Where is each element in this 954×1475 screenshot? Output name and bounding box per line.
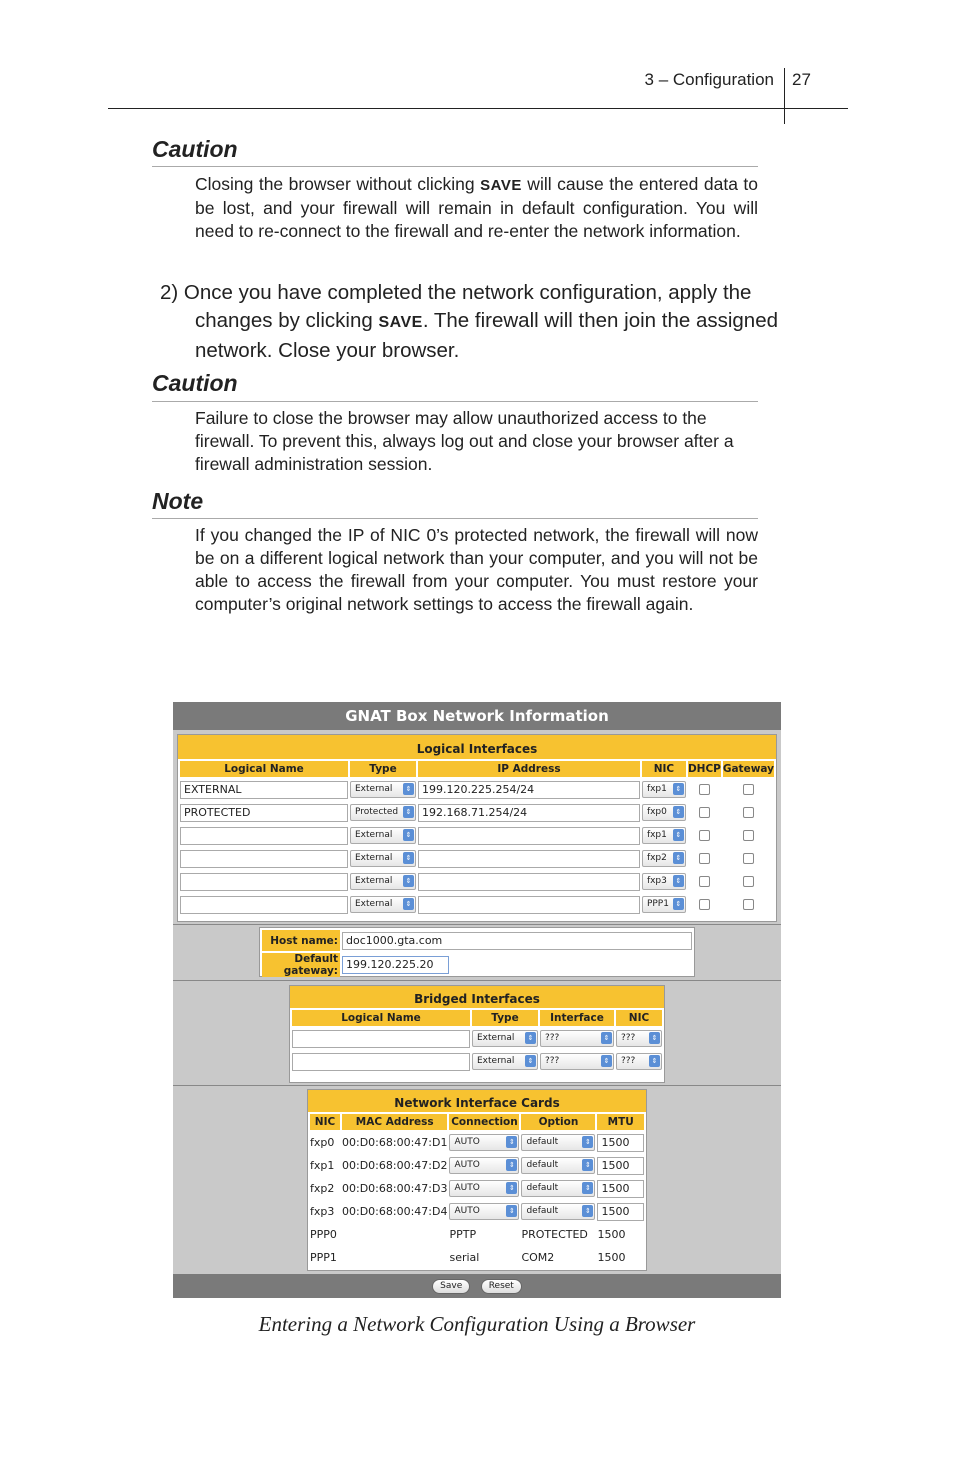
mtu-input[interactable]: 1500	[597, 1203, 644, 1221]
bridge-interface-select[interactable]: ??? ⇕	[540, 1053, 614, 1070]
select-arrow-icon: ⇕	[601, 1032, 612, 1044]
table-row	[180, 802, 774, 823]
table-row	[310, 1178, 644, 1199]
select-arrow-icon: ⇕	[506, 1159, 517, 1171]
screenshot-title: GNAT Box Network Information	[173, 702, 781, 730]
col-logical-name: Logical Name	[180, 761, 348, 777]
select-arrow-icon: ⇕	[506, 1136, 517, 1148]
col-mac: MAC Address	[342, 1114, 447, 1130]
col-type: Type	[350, 761, 416, 777]
dhcp-checkbox[interactable]	[699, 830, 710, 841]
note-text: If you changed the IP of NIC 0’s protected network, the firewall will now be on a different logical network than your computer, and you will not be able to access the firewall from your computer. You must restore your computer’s original network settings to access the firewall again.	[195, 525, 758, 614]
type-select[interactable]: Protected ⇕	[350, 804, 416, 821]
step2-before: changes by clicking	[195, 309, 379, 332]
option-value: COM2	[521, 1251, 555, 1264]
page-number: 27	[792, 70, 811, 89]
ip-input[interactable]: 199.120.225.254/24	[418, 781, 640, 799]
bridge-interface-select[interactable]: ??? ⇕	[540, 1030, 614, 1047]
nic-table	[308, 1112, 646, 1270]
step2-cont	[160, 307, 830, 365]
step-2	[160, 279, 830, 365]
logical-name-input[interactable]	[180, 850, 348, 868]
select-arrow-icon: ⇕	[582, 1182, 593, 1194]
select-arrow-icon: ⇕	[525, 1032, 536, 1044]
caution1-before: Closing the browser without clicking	[195, 174, 481, 194]
dhcp-checkbox[interactable]	[699, 807, 710, 818]
logical-interfaces-caption: Logical Interfaces	[178, 735, 776, 759]
option-select[interactable]: default ⇕	[521, 1203, 595, 1220]
table-row	[310, 1201, 644, 1222]
nic-select[interactable]: fxp0 ⇕	[642, 804, 686, 821]
bridge-name-input[interactable]	[292, 1053, 470, 1071]
select-arrow-icon: ⇕	[601, 1055, 612, 1067]
select-arrow-icon: ⇕	[582, 1205, 593, 1217]
type-select[interactable]: External ⇕	[350, 896, 416, 913]
connection-value: serial	[449, 1251, 480, 1264]
logical-name-input[interactable]: EXTERNAL	[180, 781, 348, 799]
bridge-nic-select[interactable]: ??? ⇕	[616, 1030, 662, 1047]
col-type: Type	[472, 1010, 538, 1026]
note-heading: Note	[152, 488, 204, 514]
nic-name: PPP1	[310, 1251, 337, 1264]
logical-name-input[interactable]	[180, 827, 348, 845]
table-row	[310, 1155, 644, 1176]
select-arrow-icon: ⇕	[673, 898, 684, 910]
caution-heading-1: Caution	[152, 136, 238, 162]
nic-select[interactable]: fxp2 ⇕	[642, 850, 686, 867]
select-arrow-icon: ⇕	[525, 1055, 536, 1067]
select-arrow-icon: ⇕	[403, 783, 414, 795]
host-panel	[259, 927, 695, 977]
gateway-checkbox[interactable]	[743, 784, 754, 795]
type-select[interactable]: External ⇕	[350, 781, 416, 798]
select-arrow-icon: ⇕	[582, 1136, 593, 1148]
mac-address: 00:D0:68:00:47:D2	[342, 1159, 448, 1172]
select-arrow-icon: ⇕	[403, 829, 414, 841]
table-row	[180, 871, 774, 892]
col-connection: Connection	[451, 1116, 518, 1128]
save-button[interactable]: Save	[432, 1279, 470, 1294]
step2-line1: 2) Once you have completed the network configuration, apply the	[160, 281, 752, 304]
col-ip: IP Address	[418, 761, 640, 777]
select-arrow-icon: ⇕	[673, 852, 684, 864]
host-name-label: Host name:	[262, 930, 340, 951]
select-arrow-icon: ⇕	[649, 1055, 660, 1067]
bridge-type-select[interactable]: External ⇕	[472, 1030, 538, 1047]
nic-select[interactable]: fxp1 ⇕	[642, 781, 686, 798]
ip-input[interactable]	[418, 873, 640, 891]
bridge-name-input[interactable]	[292, 1030, 470, 1048]
type-select[interactable]: External ⇕	[350, 873, 416, 890]
nic-panel	[307, 1089, 647, 1271]
select-arrow-icon: ⇕	[649, 1032, 660, 1044]
logical-name-input[interactable]	[180, 873, 348, 891]
header-rule	[108, 108, 848, 109]
ip-input[interactable]: 192.168.71.254/24	[418, 804, 640, 822]
logical-name-input[interactable]: PROTECTED	[180, 804, 348, 822]
bridged-interfaces-caption: Bridged Interfaces	[290, 986, 664, 1008]
mac-address	[342, 1247, 447, 1268]
caution-text-1	[195, 173, 758, 243]
default-gateway-label: Default gateway:	[262, 953, 340, 977]
option-value: PROTECTED	[521, 1228, 588, 1241]
logical-name-input[interactable]	[180, 896, 348, 914]
select-arrow-icon: ⇕	[673, 875, 684, 887]
bridge-type-select[interactable]: External ⇕	[472, 1053, 538, 1070]
connection-select[interactable]: AUTO ⇕	[449, 1157, 519, 1174]
dhcp-checkbox[interactable]	[699, 853, 710, 864]
select-arrow-icon: ⇕	[403, 898, 414, 910]
nic-name: fxp2	[310, 1182, 335, 1195]
gateway-checkbox[interactable]	[743, 899, 754, 910]
nic-name: fxp3	[310, 1205, 335, 1218]
mac-address: 00:D0:68:00:47:D4	[342, 1205, 448, 1218]
dhcp-checkbox[interactable]	[699, 784, 710, 795]
mtu-input[interactable]: 1500	[597, 1180, 644, 1198]
col-option: Option	[521, 1114, 595, 1130]
connection-select[interactable]: AUTO ⇕	[449, 1203, 519, 1220]
nic-select[interactable]: fxp3 ⇕	[642, 873, 686, 890]
col-nic: NIC	[642, 761, 686, 777]
nic-name: PPP0	[310, 1228, 337, 1241]
caution-rule-2	[152, 401, 758, 402]
mtu-value: 1500	[597, 1251, 626, 1264]
section-divider	[173, 1085, 781, 1086]
mtu-input[interactable]: 1500	[597, 1157, 644, 1175]
gateway-checkbox[interactable]	[743, 853, 754, 864]
select-arrow-icon: ⇕	[673, 806, 684, 818]
table-row	[292, 1028, 662, 1049]
table-row	[292, 1051, 662, 1072]
nic-select[interactable]: PPP1 ⇕	[642, 896, 686, 913]
table-row	[180, 779, 774, 800]
gateway-checkbox[interactable]	[743, 830, 754, 841]
option-select[interactable]: default ⇕	[521, 1134, 595, 1151]
default-gateway-input[interactable]: 199.120.225.20	[342, 956, 449, 974]
table-row	[180, 894, 774, 915]
select-arrow-icon: ⇕	[403, 875, 414, 887]
mtu-value: 1500	[597, 1228, 626, 1241]
nic-name: fxp0	[310, 1136, 335, 1149]
select-arrow-icon: ⇕	[673, 829, 684, 841]
header-divider	[784, 68, 785, 124]
select-arrow-icon: ⇕	[403, 806, 414, 818]
button-bar	[173, 1274, 781, 1298]
running-header-section: 3 – Configuration	[644, 70, 774, 89]
connection-value: PPTP	[449, 1228, 477, 1241]
reset-button[interactable]: Reset	[481, 1279, 522, 1294]
col-mtu: MTU	[597, 1114, 644, 1130]
bridge-nic-select[interactable]: ??? ⇕	[616, 1053, 662, 1070]
col-nic: NIC	[310, 1114, 340, 1130]
caution-text-2: Failure to close the browser may allow unauthorized access to the firewall. To prevent this, always log out and close your browser after a firewall administration session.	[195, 408, 734, 474]
col-gateway: Gateway	[722, 763, 774, 775]
mtu-input[interactable]: 1500	[597, 1134, 644, 1152]
connection-select[interactable]: AUTO ⇕	[449, 1134, 519, 1151]
bridged-interfaces-panel	[289, 985, 665, 1083]
bridged-interfaces-table	[290, 1008, 664, 1074]
table-row	[180, 848, 774, 869]
nic-name: fxp1	[310, 1159, 335, 1172]
mac-address: 00:D0:68:00:47:D1	[342, 1136, 448, 1149]
save-keyword: SAVE	[480, 177, 522, 194]
network-info-screenshot	[173, 702, 781, 1298]
caution1-after: will cause the entered data to be lost, and your firewall will remain in default configuration. You will need to re-connect to the firewall and re-enter the network information.	[195, 174, 758, 241]
save-keyword: SAVE	[378, 314, 423, 331]
table-row	[180, 825, 774, 846]
host-table	[260, 928, 694, 979]
gateway-checkbox[interactable]	[743, 807, 754, 818]
ip-input[interactable]	[418, 896, 640, 914]
col-dhcp: DHCP	[687, 763, 721, 775]
caution-rule-1	[152, 166, 758, 167]
type-select[interactable]: External ⇕	[350, 827, 416, 844]
dhcp-checkbox[interactable]	[699, 899, 710, 910]
ip-input[interactable]	[418, 850, 640, 868]
select-arrow-icon: ⇕	[506, 1182, 517, 1194]
connection-select[interactable]: AUTO ⇕	[449, 1180, 519, 1197]
mac-address	[342, 1224, 447, 1245]
option-select[interactable]: default ⇕	[521, 1180, 595, 1197]
section-divider	[173, 980, 781, 981]
host-name-input[interactable]: doc1000.gta.com	[342, 932, 692, 950]
dhcp-checkbox[interactable]	[699, 876, 710, 887]
step2-after: . The firewall will then join the assigned network. Close your browser.	[195, 309, 779, 362]
select-arrow-icon: ⇕	[403, 852, 414, 864]
select-arrow-icon: ⇕	[506, 1205, 517, 1217]
table-row	[310, 1132, 644, 1153]
col-nic: NIC	[616, 1010, 662, 1026]
caution-heading-2: Caution	[152, 370, 238, 396]
logical-interfaces-table	[178, 759, 776, 917]
col-logical-name: Logical Name	[292, 1010, 470, 1026]
section-divider	[173, 924, 781, 925]
nic-select[interactable]: fxp1 ⇕	[642, 827, 686, 844]
gateway-checkbox[interactable]	[743, 876, 754, 887]
select-arrow-icon: ⇕	[673, 783, 684, 795]
table-row	[310, 1247, 644, 1268]
table-row	[310, 1224, 644, 1245]
note-rule	[152, 518, 758, 519]
nic-caption: Network Interface Cards	[308, 1090, 646, 1112]
type-select[interactable]: External ⇕	[350, 850, 416, 867]
select-arrow-icon: ⇕	[582, 1159, 593, 1171]
mac-address: 00:D0:68:00:47:D3	[342, 1182, 448, 1195]
col-interface: Interface	[540, 1010, 614, 1026]
option-select[interactable]: default ⇕	[521, 1157, 595, 1174]
ip-input[interactable]	[418, 827, 640, 845]
figure-caption: Entering a Network Configuration Using a Browser	[258, 1312, 696, 1336]
logical-interfaces-panel	[177, 734, 777, 922]
